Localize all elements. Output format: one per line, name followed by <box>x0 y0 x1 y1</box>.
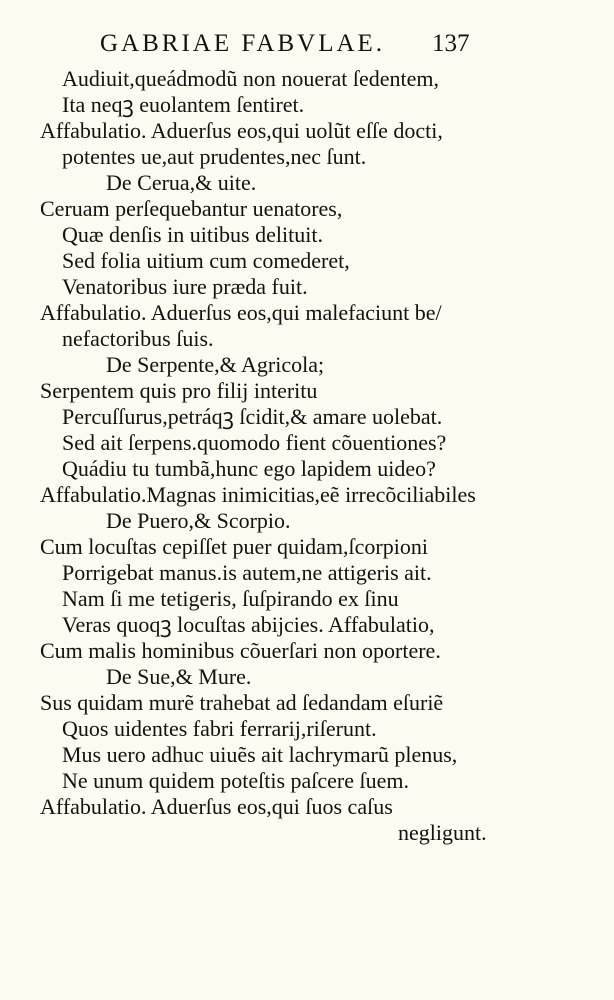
text-line: potentes ue,aut prudentes,nec ſunt. <box>62 144 367 169</box>
moral-line: Affabulatio.Magnas inimicitias,eẽ irrecõciliabiles <box>40 482 476 507</box>
text-line: Sed ait ſerpens.quomodo fient cõuentiones? <box>62 430 447 455</box>
moral-line: Affabulatio. Aduerſus eos,qui ſuos caſus <box>40 794 393 819</box>
text-line: Ita neqꝫ euolantem ſentiret. <box>62 92 305 117</box>
moral-line: Affabulatio. Aduerſus eos,qui uolũt eſſe docti, <box>40 118 443 143</box>
page-number: 137 <box>432 30 470 57</box>
text-line: Sed folia uitium cum comederet, <box>62 248 350 273</box>
text-line: Quos uidentes fabri ferrarij,riſerunt. <box>62 716 377 741</box>
text-line: negligunt. <box>398 820 487 845</box>
fable-text-block <box>0 66 614 986</box>
running-title: GABRIAE FABVLAE. <box>100 30 386 57</box>
text-line: Percuſſurus,petráqꝫ ſcidit,& amare uolebat. <box>62 404 443 429</box>
text-line: Serpentem quis pro filij interitu <box>40 378 318 403</box>
text-line: Ne unum quidem poteſtis paſcere ſuem. <box>62 768 410 793</box>
fable-title: De Ceruа,& uite. <box>106 170 257 195</box>
fable-title: De Sue,& Mure. <box>106 664 252 689</box>
text-line: Mus uero adhuc uiuẽs ait lachrymarũ plenus, <box>62 742 458 767</box>
text-line: Audiuit,queádmodũ non nouerat ſedentem, <box>62 66 439 91</box>
moral-line: Affabulatio. Aduerſus eos,qui malefaciunt be/ <box>40 300 442 325</box>
text-line: Ceruam perſequebantur uenatores, <box>40 196 343 221</box>
text-line: Nam ſi me tetigeris, ſuſpirando ex ſinu <box>62 586 399 611</box>
text-line: Porrigebat manus.is autem,ne attigeris ait. <box>62 560 432 585</box>
text-line: Sus quidam murẽ trahebat ad ſedandam eſuriẽ <box>40 690 444 715</box>
fable-title: De Puero,& Scorpio. <box>106 508 291 533</box>
text-line: nefactoribus ſuis. <box>62 326 214 351</box>
running-header <box>0 30 614 64</box>
text-line: Quádiu tu tumbã,hunc ego lapidem uideo? <box>62 456 436 481</box>
fable-title: De Serpente,& Agricola; <box>106 352 325 377</box>
text-line: Venatoribus iure præda fuit. <box>62 274 308 299</box>
text-line: Veras quoqꝫ locuſtas abijcies. Affabulatio, <box>62 612 435 637</box>
text-line: Quæ denſis in uitibus delituit. <box>62 222 323 247</box>
text-line: Cum locuſtas cepiſſet puer quidam,ſcorpioni <box>40 534 428 559</box>
moral-line: Cum malis hominibus cõuerſari non oportere. <box>40 638 441 663</box>
